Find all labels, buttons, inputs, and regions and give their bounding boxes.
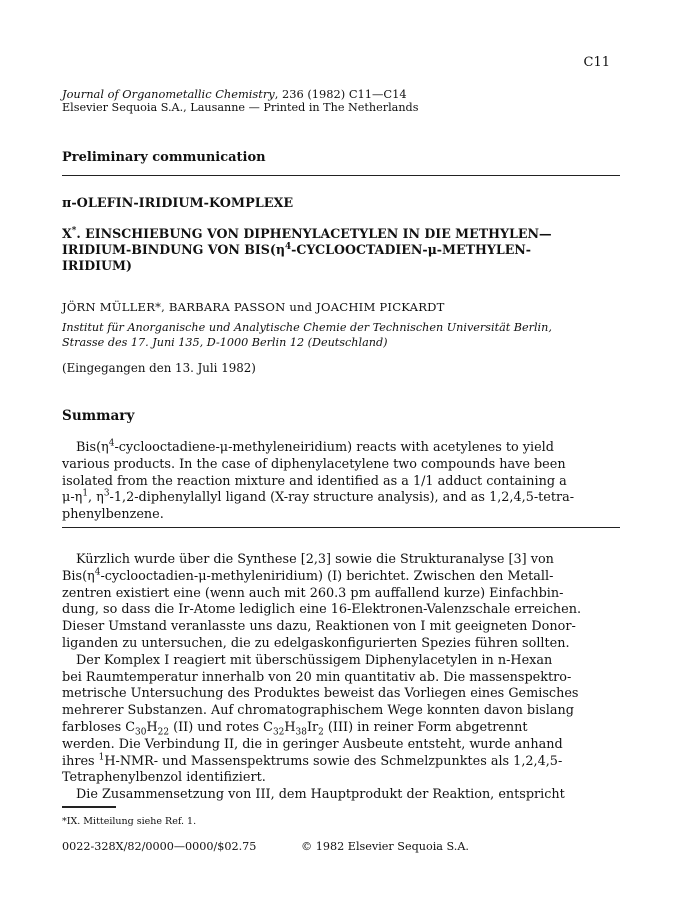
publisher-line: Elsevier Sequoia S.A., Lausanne — Printed in The Netherlands: [62, 101, 419, 114]
journal-citation: [62, 87, 407, 101]
body-line: zentren existiert eine (wenn auch mit 260.3 pm auffallend kurze) Einfachbin-: [62, 585, 564, 601]
footnote: *IX. Mitteilung siehe Ref. 1.: [62, 816, 197, 827]
page-number: C11: [583, 55, 610, 70]
affiliation-line-2: Strasse des 17. Juni 135, D-1000 Berlin 12 (Deutschland): [62, 336, 388, 349]
body-line: liganden zu untersuchen, die zu edelgaskonfigurierten Spezies führen sollten.: [62, 635, 570, 651]
summary-rule: [62, 527, 620, 528]
received-date: (Eingegangen den 13. Juli 1982): [62, 361, 256, 375]
copyright: © 1982 Elsevier Sequoia S.A.: [301, 840, 469, 853]
summary-line: various products. In the case of diphenylacetylene two compounds have been: [62, 456, 566, 472]
summary-line: phenylbenzene.: [62, 507, 164, 523]
summary-line: $Bis(\eta^4-cyclooctadiene-\mu-methyleneiridium)$ reacts with acetylenes to yield: [76, 438, 554, 455]
summary-line: isolated from the reaction mixture and identified as a 1/1 adduct containing a: [62, 473, 567, 489]
summary-heading: Summary: [62, 408, 135, 424]
body-text: [62, 552, 624, 804]
journal-reference: , 236 (1982) C11—C14: [274, 87, 407, 101]
series-title: π-OLEFIN-IRIDIUM-KOMPLEXE: [62, 196, 294, 211]
title-line-1: X*. EINSCHIEBUNG VON DIPHENYLACETYLEN IN DIE METHYLEN—: [62, 225, 552, 241]
body-line: ihres $^1$H-NMR- und Massenspektrums sowie des Schmelzpunktes als 1,2,4,5-: [62, 752, 563, 769]
article-title: [62, 226, 622, 274]
summary-line: $\mu-\eta^1$, $\eta^3-1,2$-diphenylallyl ligand (X-ray structure analysis), and as 1,2,4,5-tetra-: [62, 489, 575, 506]
authors: JÖRN MÜLLER*, BARBARA PASSON und JOACHIM PICKARDT: [62, 300, 445, 314]
body-line: dung, so dass die Ir-Atome lediglich eine 16-Elektronen-Valenzschale erreichen.: [62, 602, 582, 618]
body-line: farbloses $C_{30}H_{22}$ (II) und rotes $C_{32}H_{38}Ir_2$ (III) in reiner Form abgetrennt: [62, 719, 528, 738]
body-line: Tetraphenylbenzol identifiziert.: [62, 770, 266, 786]
body-line: mehrerer Substanzen. Auf chromatographischem Wege konnten davon bislang: [62, 703, 574, 719]
title-line-3: IRIDIUM): [62, 258, 132, 273]
body-line: $Bis(\eta^4-cyclooctadien-\mu-methyleniridium)$ (I) berichtet. Zwischen den Metall-: [62, 567, 554, 584]
body-line: Die Zusammensetzung von III, dem Hauptprodukt der Reaktion, entspricht: [76, 787, 565, 803]
title-line-2: IRIDIUM-BINDUNG VON $BIS(\eta^4-CYCLOOCTADIEN-\mu-METHYLEN-$: [62, 241, 532, 257]
summary-text: [62, 440, 624, 524]
affiliation-line-1: Institut für Anorganische und Analytische Chemie der Technischen Universität Berlin,: [62, 321, 552, 334]
affiliation: [62, 320, 552, 350]
section-label: Preliminary communication: [62, 150, 266, 165]
body-line: metrische Untersuchung des Produktes beweist das Vorliegen eines Gemisches: [62, 686, 579, 702]
body-line: Dieser Umstand veranlasste uns dazu, Reaktionen von I mit geeigneten Donor-: [62, 619, 576, 635]
body-line: werden. Die Verbindung II, die in geringer Ausbeute entsteht, wurde anhand: [62, 736, 563, 752]
body-line: bei Raumtemperatur innerhalb von 20 min quantitativ ab. Die massenspektro-: [62, 669, 572, 685]
article-code: 0022-328X/82/0000—0000/$02.75: [62, 840, 257, 853]
journal-name: Journal of Organometallic Chemistry: [62, 87, 275, 101]
body-line: Der Komplex I reagiert mit überschüssigem Diphenylacetylen in n-Hexan: [76, 652, 553, 668]
section-rule: [62, 175, 620, 176]
body-line: Kürzlich wurde über die Synthese [2,3] sowie die Strukturanalyse [3] von: [76, 552, 554, 567]
footnote-rule: [62, 806, 116, 808]
